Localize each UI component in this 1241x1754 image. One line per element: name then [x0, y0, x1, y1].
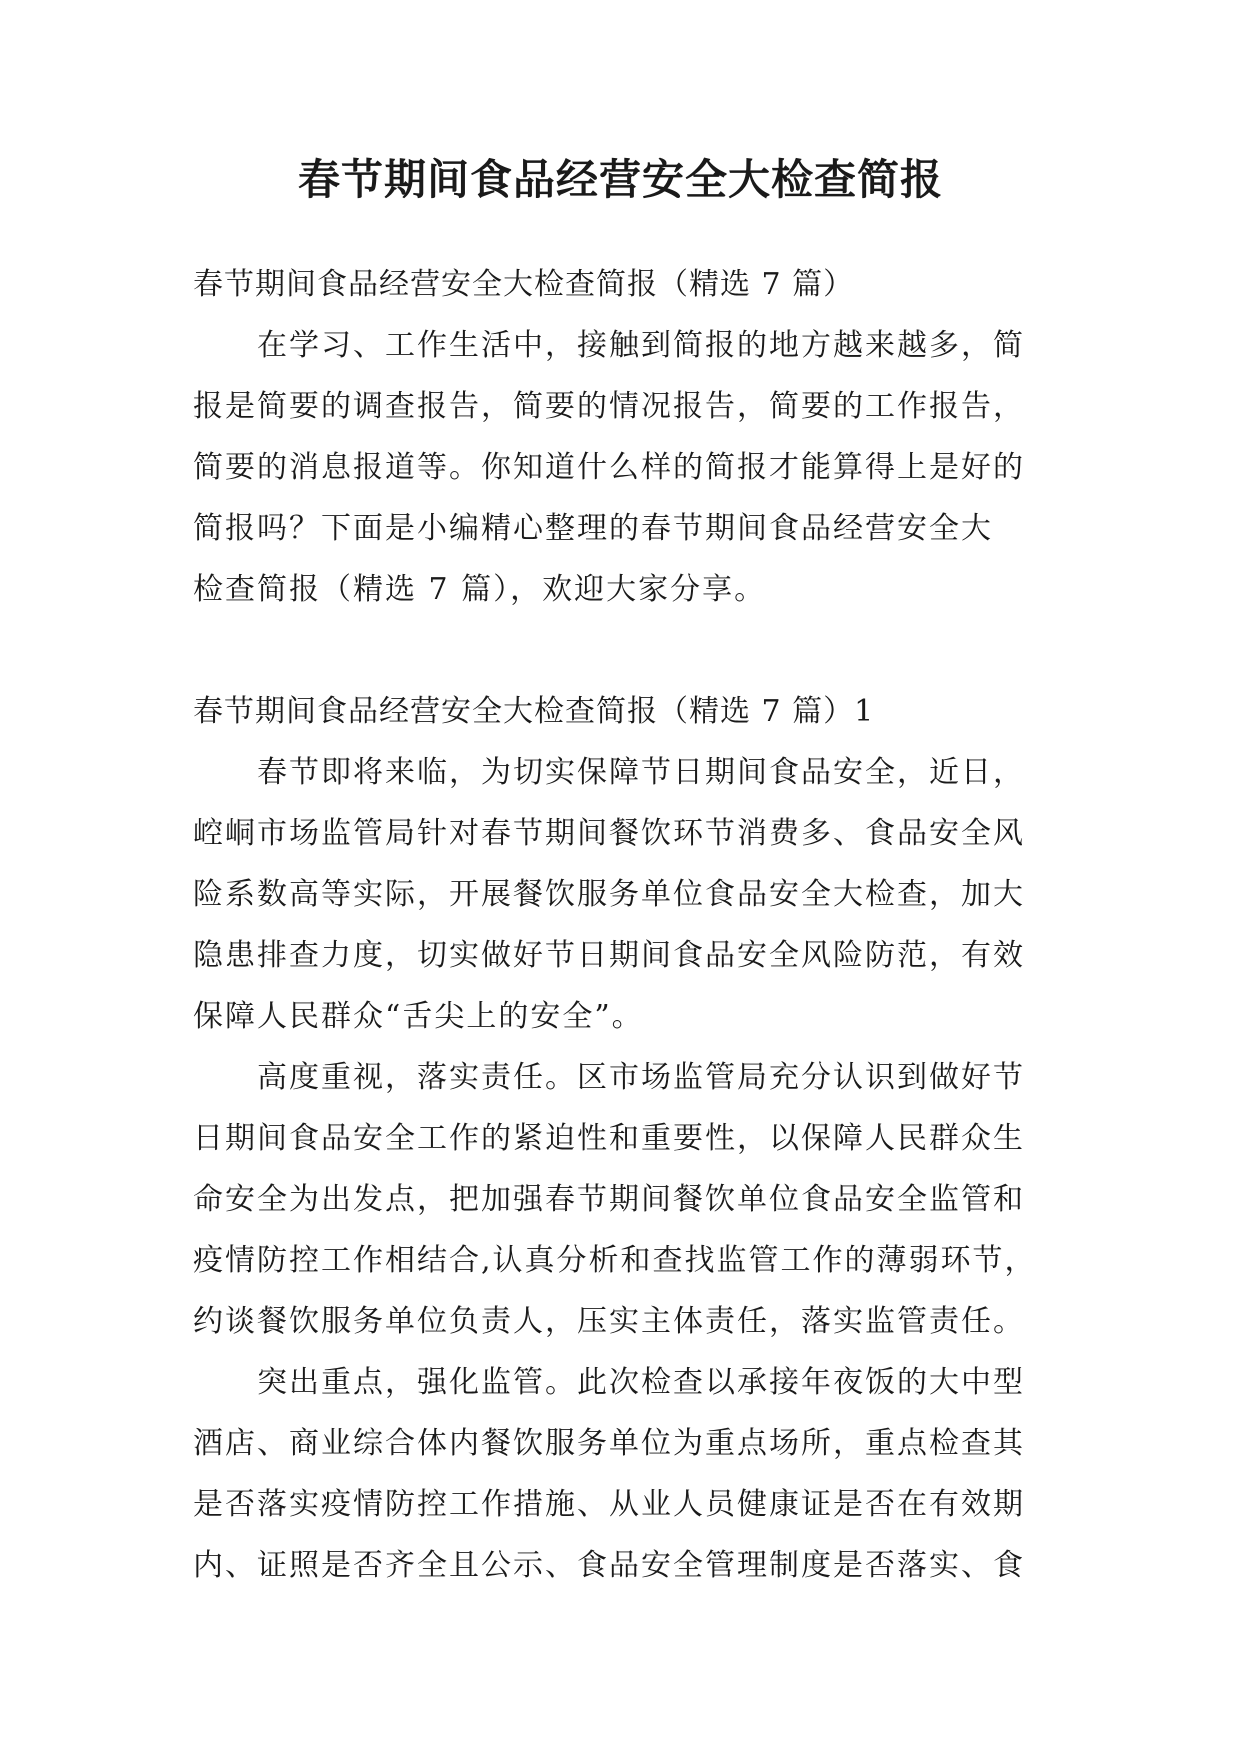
section-spacer — [193, 620, 1053, 681]
document-title: 春节期间食品经营安全大检查简报 — [297, 155, 943, 204]
paragraph-1 — [193, 742, 1053, 1047]
paragraph-line: 隐患排查力度，切实做好节日期间食品安全风险防范，有效 — [193, 938, 1025, 973]
section-1-heading: 春节期间食品经营安全大检查简报（精选 7 篇）1 — [193, 694, 875, 729]
intro-paragraph — [193, 315, 1053, 620]
paragraph-line: 险系数高等实际，开展餐饮服务单位食品安全大检查，加大 — [193, 877, 1025, 912]
intro-line: 简报吗？下面是小编精心整理的春节期间食品经营安全大 — [193, 511, 993, 546]
intro-line: 简要的消息报道等。你知道什么样的简报才能算得上是好的 — [193, 450, 1025, 485]
paragraph-line: 约谈餐饮服务单位负责人，压实主体责任，落实监管责任。 — [193, 1304, 1025, 1339]
intro-line: 报是简要的调查报告，简要的情况报告，简要的工作报告， — [193, 389, 1025, 424]
paragraph-line: 保障人民群众“舌尖上的安全”。 — [193, 999, 644, 1034]
paragraph-line: 春节即将来临，为切实保障节日期间食品安全，近日， — [257, 755, 1025, 790]
paragraph-line: 是否落实疫情防控工作措施、从业人员健康证是否在有效期 — [193, 1487, 1025, 1522]
paragraph-line: 崆峒市场监管局针对春节期间餐饮环节消费多、食品安全风 — [193, 816, 1025, 851]
paragraph-line: 酒店、商业综合体内餐饮服务单位为重点场所，重点检查其 — [193, 1426, 1025, 1461]
intro-line: 检查简报（精选 7 篇），欢迎大家分享。 — [193, 572, 767, 607]
paragraph-line: 高度重视，落实责任。区市场监管局充分认识到做好节 — [257, 1060, 1025, 1095]
paragraph-line: 日期间食品安全工作的紧迫性和重要性，以保障人民群众生 — [193, 1121, 1025, 1156]
paragraph-line: 突出重点，强化监管。此次检查以承接年夜饭的大中型 — [257, 1365, 1025, 1400]
paragraph-line: 疫情防控工作相结合,认真分析和查找监管工作的薄弱环节， — [193, 1243, 1037, 1278]
paragraph-line: 命安全为出发点，把加强春节期间餐饮单位食品安全监管和 — [193, 1182, 1025, 1217]
paragraph-2 — [193, 1047, 1053, 1352]
intro-heading: 春节期间食品经营安全大检查简报（精选 7 篇） — [193, 267, 855, 302]
paragraph-line: 内、证照是否齐全且公示、食品安全管理制度是否落实、食 — [193, 1548, 1025, 1583]
paragraph-3 — [193, 1352, 1053, 1596]
document-body — [193, 254, 1053, 1596]
intro-line: 在学习、工作生活中，接触到简报的地方越来越多，简 — [257, 328, 1025, 363]
